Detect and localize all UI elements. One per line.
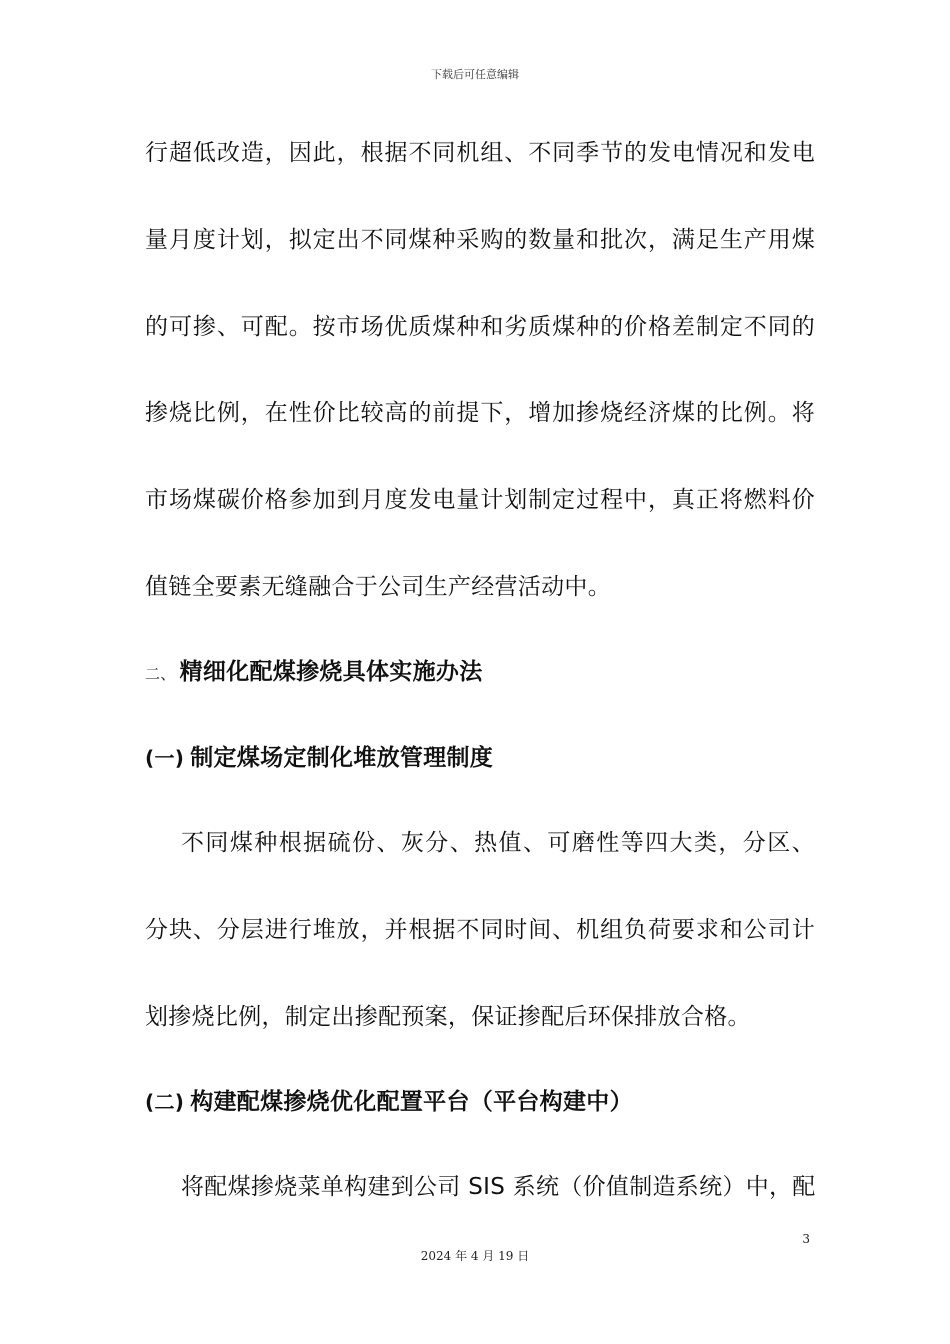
section-title: 精细化配煤掺烧具体实施办法	[179, 659, 483, 685]
subsection-number: (一)	[145, 746, 185, 770]
section-heading	[145, 657, 815, 689]
subsection-number: (二)	[145, 1090, 185, 1114]
subsection-heading	[145, 1087, 815, 1117]
subsection-title: 构建配煤掺烧优化配置平台（平台构建中）	[190, 1089, 633, 1115]
page-footer-date: 2024 年 4 月 19 日	[420, 1249, 530, 1263]
body-line: 掺烧比例，在性价比较高的前提下，增加掺烧经济煤的比例。将	[145, 400, 815, 426]
section-number: 二、	[145, 665, 176, 683]
body-line: 划掺烧比例，制定出掺配预案，保证掺配后环保排放合格。	[145, 1004, 751, 1030]
subsection-heading	[145, 743, 815, 773]
body-line: 将配煤掺烧菜单构建到公司 SIS 系统（价值制造系统）中，配	[181, 1174, 816, 1200]
body-line: 市场煤碳价格参加到月度发电量计划制定过程中，真正将燃料价	[145, 487, 815, 513]
body-line: 分块、分层进行堆放，并根据不同时间、机组负荷要求和公司计	[145, 917, 815, 943]
page-number: 3	[802, 1232, 810, 1246]
page-header: 下载后可任意编辑	[431, 68, 519, 81]
subsection-title: 制定煤场定制化堆放管理制度	[190, 745, 494, 771]
body-line: 的可掺、可配。按市场优质煤种和劣质煤种的价格差制定不同的	[145, 314, 815, 340]
body-line: 值链全要素无缝融合于公司生产经营活动中。	[145, 574, 611, 600]
body-line: 行超低改造，因此，根据不同机组、不同季节的发电情况和发电	[145, 140, 815, 166]
body-line: 不同煤种根据硫份、灰分、热值、可磨性等四大类，分区、	[181, 830, 815, 856]
body-line: 量月度计划，拟定出不同煤种采购的数量和批次，满足生产用煤	[145, 227, 815, 253]
